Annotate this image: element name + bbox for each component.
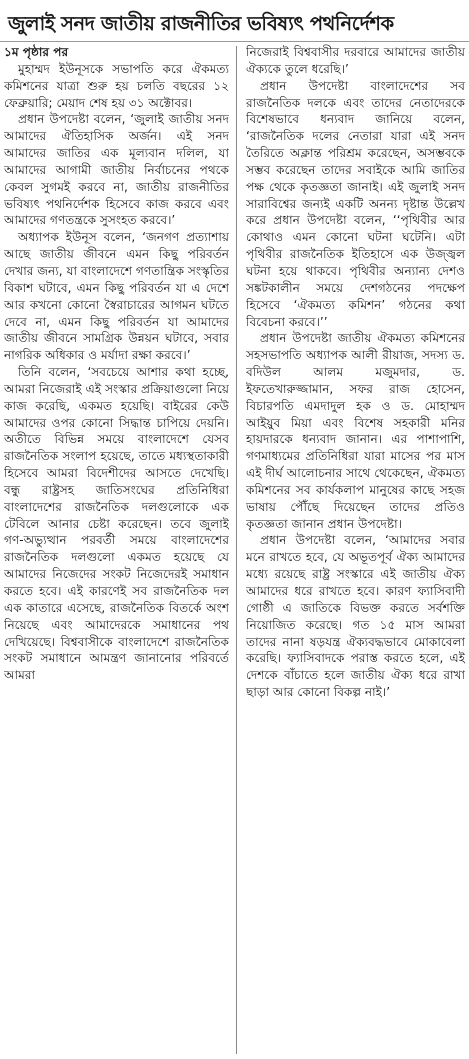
column-divider xyxy=(236,46,237,1054)
paragraph: প্রধান উপদেষ্টা জাতীয় ঐকমত্য কমিশনের সহসভাপতি অধ্যাপক আলী রীয়াজ, সদস্য ড. বদিউল আলম মজুমদার, ড. ইফতেখারুজ্জামান, সফর রাজ হোসেন, বিচারপতি এমদাদুল হক ও ড. মোহাম্মদ আইয়ুব মিয়া এবং বিশেষ সহকারী মনির হায়দারকে ধন্যবাদ জানান। এর পাশাপাশি, গণমাধ্যমের প্রতিনিধিরা যারা মাসের পর মাস এই দীর্ঘ আলোচনার সাথে থেকেছেন, ঐকমত্য কমিশনের সব কার্যকলাপ মানুষের কাছে সহজ ভাষায় পৌঁছে দিয়েছেন তাদের প্রতিও কৃতজ্ঞতা জানান প্রধান উপদেষ্টা। xyxy=(246,331,465,531)
paragraph: প্রধান উপদেষ্টা বলেন, ‘আমাদের সবার মনে রাখতে হবে, যে অভূতপূর্ব ঐক্য আমাদের মধ্যে রয়েছে রাষ্ট্র সংস্কারে এই জাতীয় ঐক্য আমাদের ধরে রাখতে হবে। কারণ ফ্যাসিবাদী গোষ্ঠী এ জাতিকে বিভক্ত করতে সর্বশক্তি নিয়োজিত করেছে। গত ১৫ মাস আমরা তাদের নানা ষড়যন্ত্র ঐক্যবদ্ধভাবে মোকাবেলা করেছি। ফ্যাসিবাদকে পরাস্ত করতে হলে, এই দেশকে বাঁচাতে হলে জাতীয় ঐক্য ধরে রাখা ছাড়া আর কোনো বিকল্প নাই।’ xyxy=(246,533,465,700)
paragraph: তিনি বলেন, ‘সবচেয়ে আশার কথা হচ্ছে, আমরা নিজেরাই এই সংস্কার প্রক্রিয়াগুলো নিয়ে কাজ করেছি, একমত হয়েছি। বাইরের কেউ আমাদের ওপর কোনো সিদ্ধান্ত চাপিয়ে দেয়নি। অতীতে বিভিন্ন সময়ে বাংলাদেশে যেসব রাজনৈতিক সংলাপ হয়েছে, তাতে মধ্যস্থতাকারী হিসেবে আমরা বিদেশীদের আসতে দেখেছি। বন্ধু রাষ্ট্রসহ জাতিসংঘের প্রতিনিধিরা বাংলাদেশের রাজনৈতিক দলগুলোকে এক টেবিলে আনার চেষ্টা করেছেন। তবে জুলাই গণ-অভ্যুত্থান পরবর্তী সময়ে বাংলাদেশের রাজনৈতিক দলগুলো একমত হয়েছে যে আমাদের নিজেদের সংকট নিজেদেরই সমাধান করতে হবে। এই কারণেই সব রাজনৈতিক দল এক কাতারে এসেছে, রাজনৈতিক বিতর্কে অংশ নিয়েছে এবং আমাদেরকে সমাধানের পথ দেখিয়েছে। বিশ্ববাসীকে বাংলাদেশে রাজনৈতিক সংকট সমাধানে আমন্ত্রণ জানানোর পরিবর্তে আমরা xyxy=(4,365,229,683)
paragraph: নিজেরাই বিশ্ববাসীর দরবারে আমাদের জাতীয় ঐক্যকে তুলে ধরেছি।’ xyxy=(246,45,465,76)
continued-from-label: ১ম পৃষ্ঠার পর xyxy=(4,45,69,59)
article-column-left xyxy=(4,44,229,1056)
article-column-right xyxy=(246,44,465,1056)
article-headline: জুলাই সনদ জাতীয় রাজনীতির ভবিষ্যৎ পথনির্দেশক xyxy=(0,0,469,42)
paragraph: প্রধান উপদেষ্টা বলেন, ‘জুলাই জাতীয় সনদ আমাদের ঐতিহাসিক অর্জন। এই সনদ আমাদের জাতির এক মূল্যবান দলিল, যা আমাদের আগামী জাতীয় নির্বাচনের পথকে কেবল সুগমই করবে না, জাতীয় রাজনীতির ভবিষ্যৎ পথনির্দেশক হিসেবে কাজ করবে এবং আমাদের গণতন্ত্রকে সুসংহত করবে।’ xyxy=(4,112,229,228)
paragraph: অধ্যাপক ইউনূস বলেন, ‘জনগণ প্রত্যাশায় আছে জাতীয় জীবনে এমন কিছু পরিবর্তন দেখার জন্য, যা বাংলাদেশে গণতান্ত্রিক সংস্কৃতির বিকাশ ঘটাবে, এমন কিছু পরিবর্তন যা এ দেশে আর কখনো কোনো স্বৈরাচারের আগমন ঘটতে দেবে না, এমন কিছু পরিবর্তন যা আমাদের জাতীয় জীবনে সামগ্রিক উন্নয়ন ঘটাবে, সবার নাগরিক অধিকার ও মর্যাদা রক্ষা করবে।’ xyxy=(4,230,229,363)
paragraph: মুহাম্মদ ইউনূসকে সভাপতি করে ঐকমত্য কমিশনের যাত্রা শুরু হয় চলতি বছরের ১২ ফেব্রুয়ারি; মেয়াদ শেষ হয় ৩১ অক্টোবর। xyxy=(4,61,229,110)
paragraph: প্রধান উপদেষ্টা বাংলাদেশের সব রাজনৈতিক দলকে এবং তাদের নেতাদেরকে বিশেষভাবে ধন্যবাদ জানিয়ে বলেন, ‘রাজনৈতিক দলের নেতারা যারা এই সনদ তৈরিতে অক্লান্ত পরিশ্রম করেছেন, অসম্ভবকে সম্ভব করেছেন তাদের সবাইকে আমি জাতির পক্ষ থেকে কৃতজ্ঞতা জানাই। এই জুলাই সনদ সারাবিশ্বের জন্যই একটি অনন্য দৃষ্টান্ত উল্লেখ করে প্রধান উপদেষ্টা বলেন, ‘‘পৃথিবীর আর কোথাও এমন কোনো ঘটনা ঘটেনি। এটা পৃথিবীর রাজনৈতিক ইতিহাসে এক উজ্জ্বল ঘটনা হয়ে থাকবে। পৃথিবীর অন্যান্য দেশও সঙ্কটকালীন সময়ে দেশগঠনের পদক্ষেপ হিসেবে ‘ঐকমত্য কমিশন’ গঠনের কথা বিবেচনা করবে।’’ xyxy=(246,78,465,329)
